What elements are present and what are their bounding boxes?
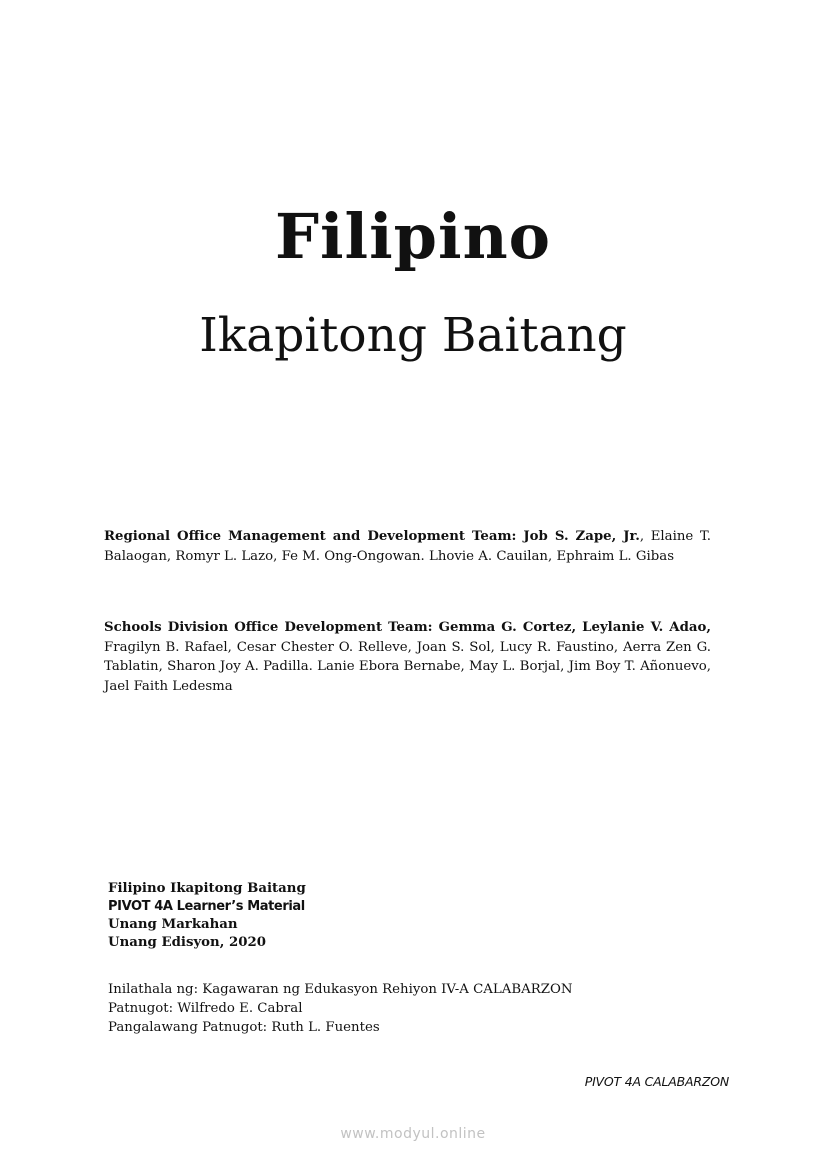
division-team-lead: Schools Division Office Development Team: Gemma G. Cortez, Leylanie V. Adao,	[104, 620, 711, 635]
division-team-credits	[104, 618, 711, 696]
quarter-label: Unang Markahan	[108, 917, 238, 932]
division-team-names: Fragilyn B. Rafael, Cesar Chester O. Relleve, Joan S. Sol, Lucy R. Faustino, Aerra Zen G. Tablatin, Sharon Joy A. Padilla. Lanie Ebora Bernabe, May L. Borjal, Jim Boy T. Añonuevo, Jael Faith Ledesma	[104, 639, 711, 694]
published-by: Inilathala ng: Kagawaran ng Edukasyon Rehiyon IV-A CALABARZON	[108, 982, 573, 997]
publisher-block	[108, 980, 573, 1037]
material-label: PIVOT 4A Learner’s Material	[108, 899, 305, 914]
watermark: www.modyul.online	[340, 1126, 486, 1142]
page-subtitle: Ikapitong Baitang	[199, 308, 627, 363]
edition-label: Unang Edisyon, 2020	[108, 935, 266, 950]
regional-team-lead: Regional Office Management and Development Team: Job S. Zape, Jr.	[104, 529, 640, 544]
editor: Patnugot: Wilfredo E. Cabral	[108, 1001, 303, 1016]
regional-team-credits	[104, 527, 711, 566]
footer-brand: PIVOT 4A CALABARZON	[584, 1074, 729, 1089]
page-title: Filipino	[274, 200, 551, 273]
regional-team-names: , Elaine T. Balaogan, Romyr L. Lazo, Fe M. Ong-Ongowan. Lhovie A. Cauilan, Ephraim L. Gibas	[104, 529, 711, 564]
edition-block	[108, 880, 306, 952]
assistant-editor: Pangalawang Patnugot: Ruth L. Fuentes	[108, 1020, 380, 1035]
book-title: Filipino Ikapitong Baitang	[108, 881, 306, 896]
